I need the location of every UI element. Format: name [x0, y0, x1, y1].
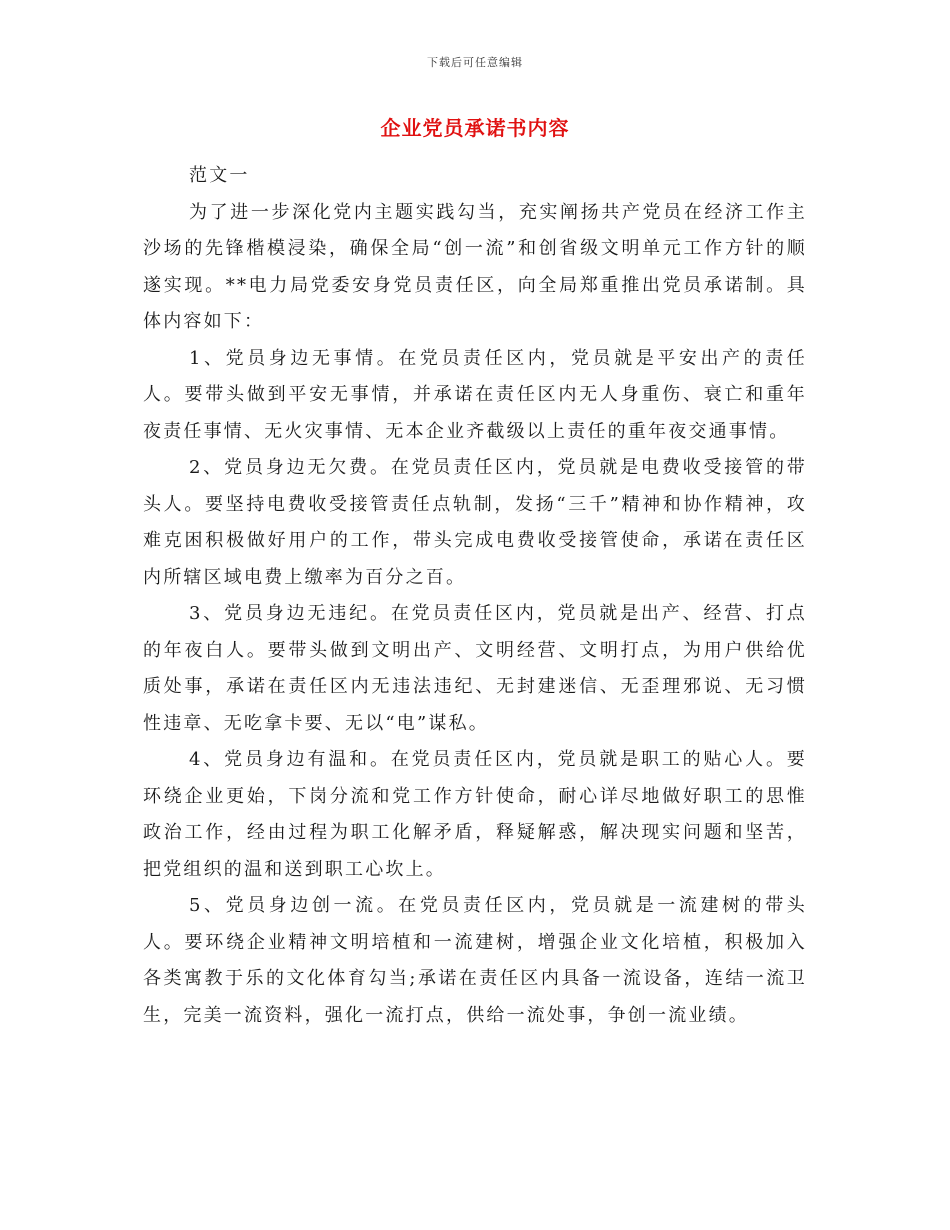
paragraph-item-2: 2、党员身边无欠费。在党员责任区内，党员就是电费收受接管的带头人。要坚持电费收受接管责任点轨制，发扬“三千”精神和协作精神，攻难克困积极做好用户的工作，带头完成电费收受接管使命，承诺在责任区内所辖区域电费上缴率为百分之百。 — [143, 457, 807, 588]
paragraph-item-4: 4、党员身边有温和。在党员责任区内，党员就是职工的贴心人。要环绕企业更始，下岗分流和党工作方针使命，耐心详尽地做好职工的思惟政治工作，经由过程为职工化解矛盾，释疑解惑，解决现实问题和坚苦，把党组织的温和送到职工心坎上。 — [143, 749, 807, 880]
document-body — [143, 158, 807, 1034]
paragraph-item-3: 3、党员身边无违纪。在党员责任区内，党员就是出产、经营、打点的年夜白人。要带头做到文明出产、文明经营、文明打点，为用户供给优质处事，承诺在责任区内无违法违纪、无封建迷信、无歪理邪说、无习惯性违章、无吃拿卡要、无以“电”谋私。 — [143, 603, 807, 734]
paragraph-item-1: 1、党员身边无事情。在党员责任区内，党员就是平安出产的责任人。要带头做到平安无事情，并承诺在责任区内无人身重伤、衰亡和重年夜责任事情、无火灾事情、无本企业齐截级以上责任的重年夜交通事情。 — [143, 347, 807, 442]
paragraph-subheading: 范文一 — [189, 165, 250, 186]
paragraph-item-5: 5、党员身边创一流。在党员责任区内，党员就是一流建树的带头人。要环绕企业精神文明培植和一流建树，增强企业文化培植，积极加入各类寓教于乐的文化体育勾当;承诺在责任区内具备一流设备，连结一流卫生，完美一流资料，强化一流打点，供给一流处事，争创一流业绩。 — [143, 895, 807, 1026]
paragraph-intro: 为了进一步深化党内主题实践勾当，充实阐扬共产党员在经济工作主沙场的先锋楷模浸染，确保全局“创一流”和创省级文明单元工作方针的顺遂实现。**电力局党委安身党员责任区，向全局郑重推出党员承诺制。具体内容如下： — [143, 201, 807, 332]
document-title: 企业党员承诺书内容 — [380, 116, 570, 140]
page-header-note: 下载后可任意编辑 — [427, 56, 523, 69]
